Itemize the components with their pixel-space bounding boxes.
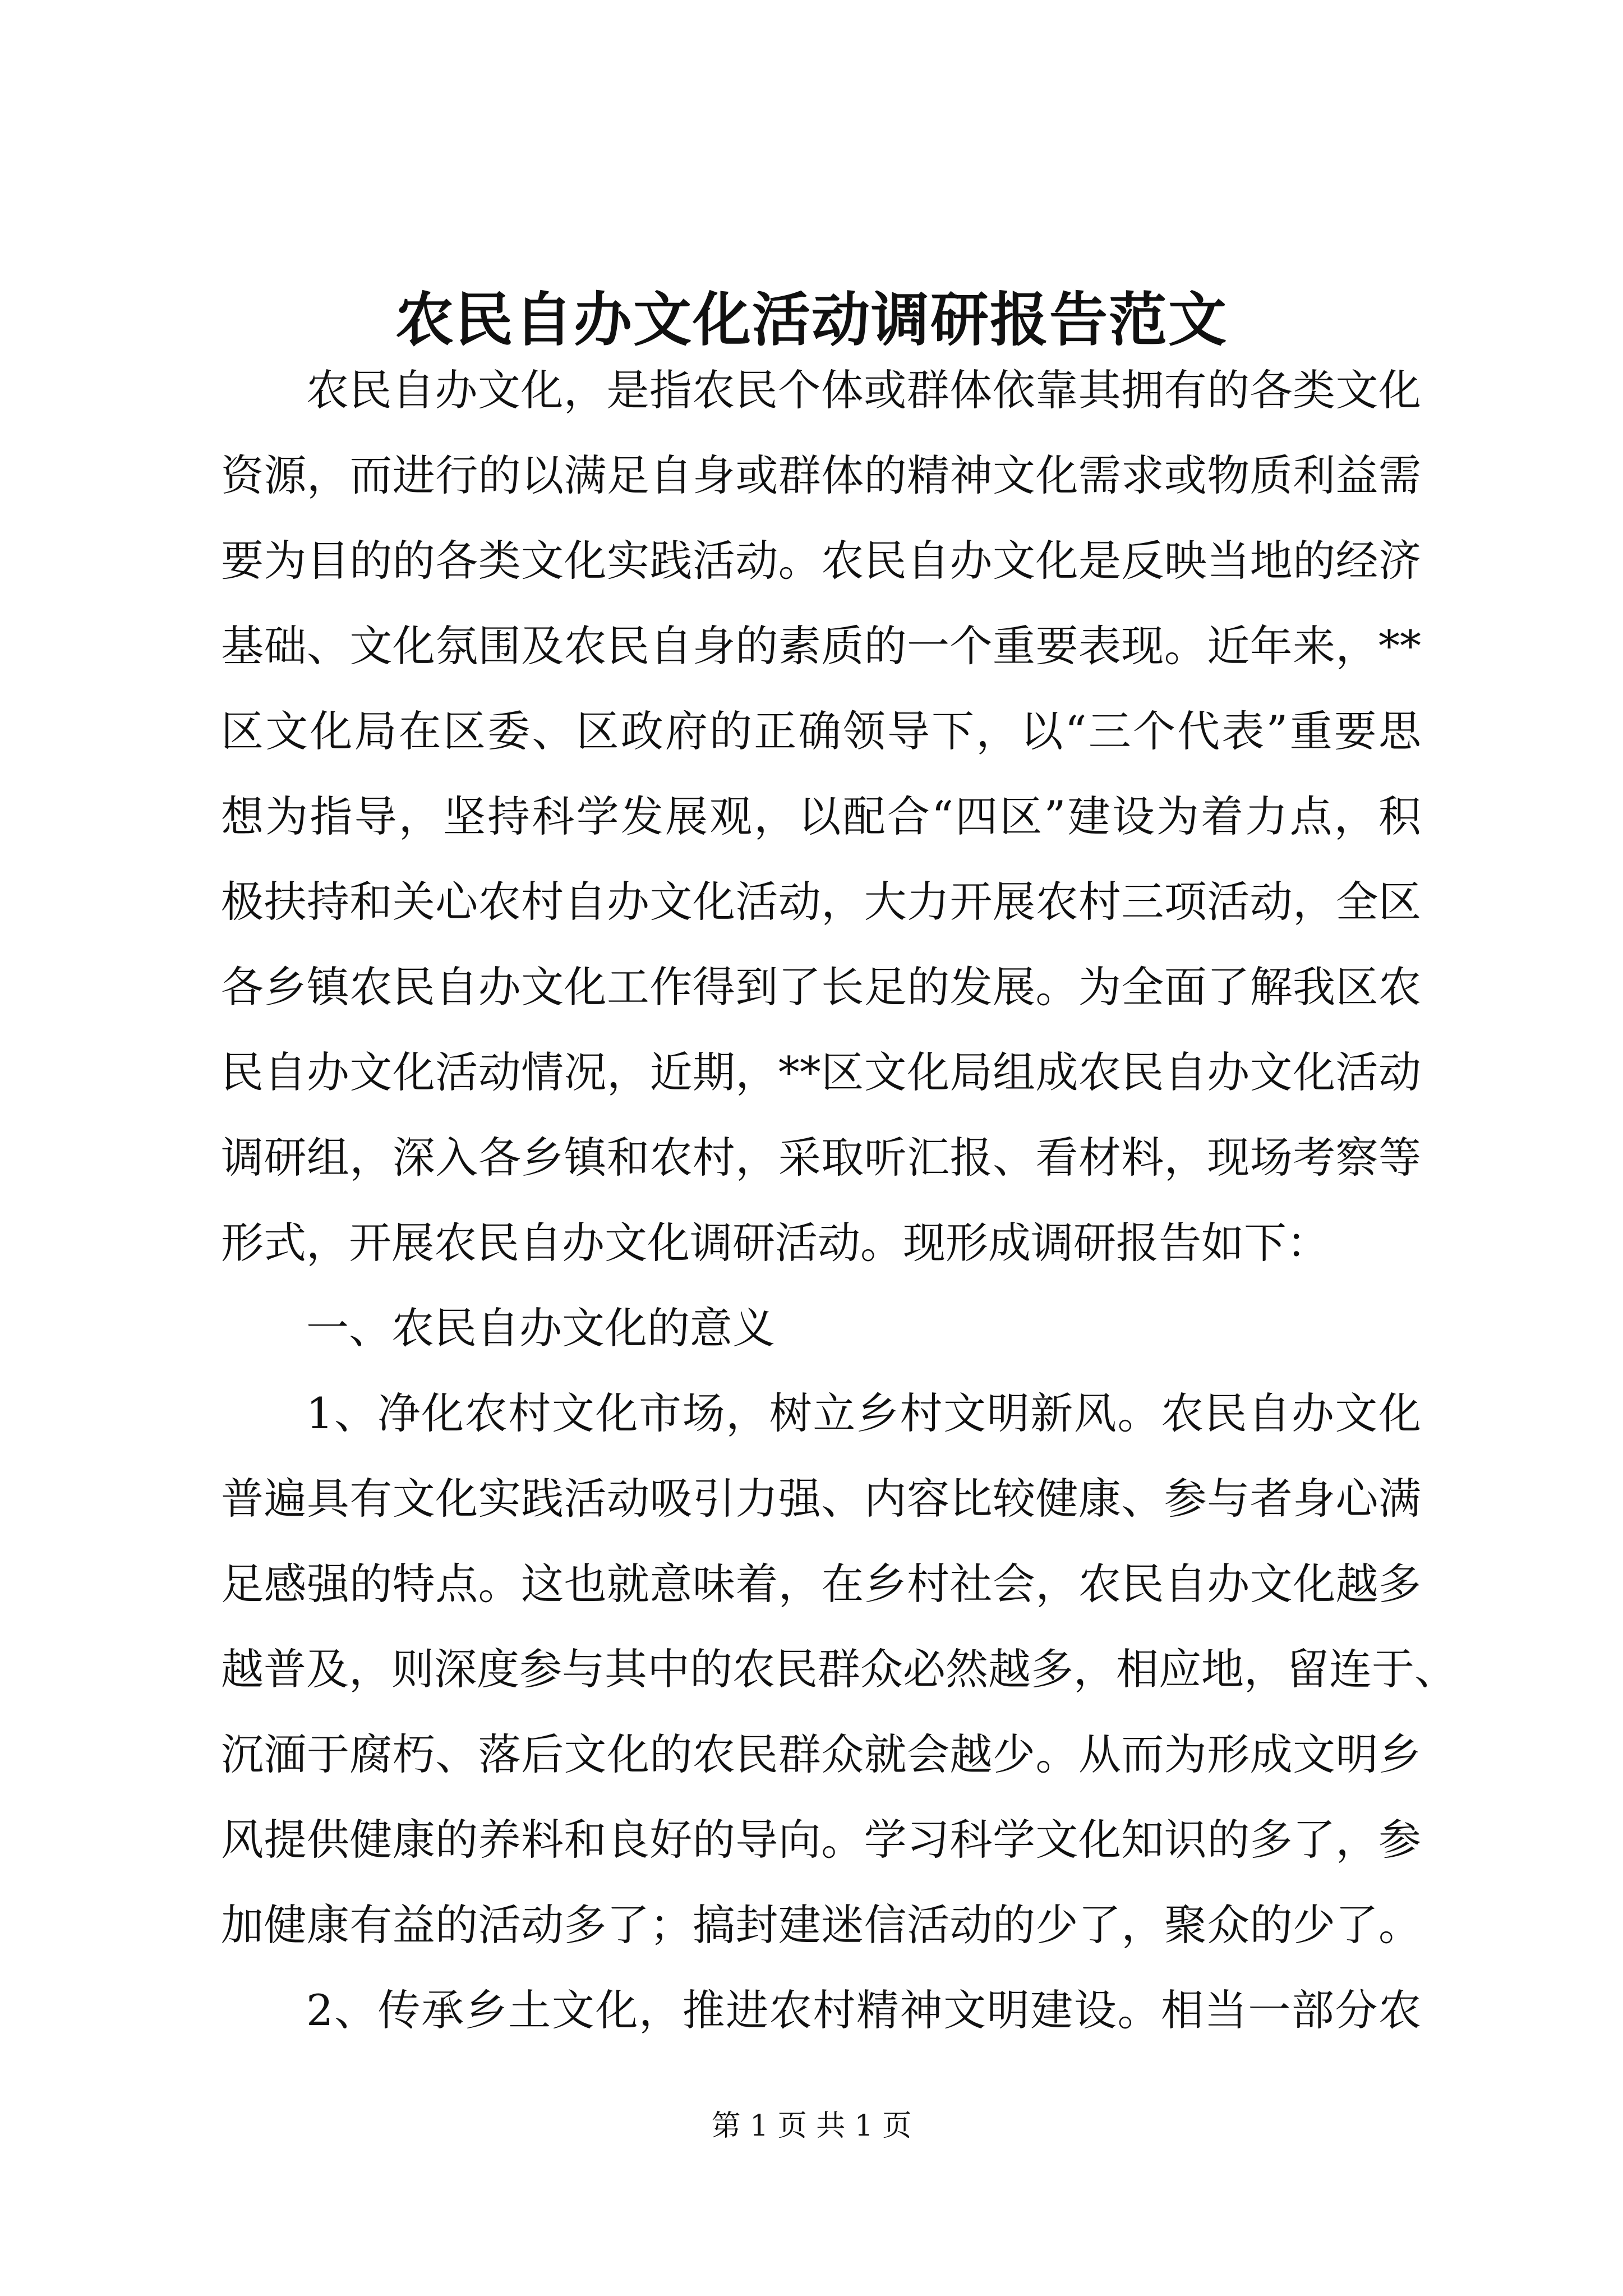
section-heading: 一、农民自办文化的意义 [306, 1303, 775, 1353]
paragraph-line: 足感强的特点。这也就意味着，在乡村社会，农民自办文化越多 [221, 1559, 1421, 1609]
paragraph-line: 1、净化农村文化市场，树立乡村文明新风。农民自办文化 [306, 1388, 1421, 1438]
paragraph-line: 普遍具有文化实践活动吸引力强、内容比较健康、参与者身心满 [221, 1474, 1421, 1524]
paragraph-line: 越普及，则深度参与其中的农民群众必然越多，相应地，留连于、 [221, 1644, 1457, 1694]
paragraph-line: 资源，而进行的以满足自身或群体的精神文化需求或物质利益需 [221, 450, 1421, 500]
paragraph-line: 基础、文化氛围及农民自身的素质的一个重要表现。近年来，** [221, 621, 1421, 671]
paragraph-line: 加健康有益的活动多了；搞封建迷信活动的少了，聚众的少了。 [221, 1900, 1421, 1950]
paragraph-line: 农民自办文化，是指农民个体或群体依靠其拥有的各类文化 [306, 365, 1421, 415]
document-title: 农民自办文化活动调研报告范文 [395, 285, 1228, 354]
paragraph-line: 想为指导，坚持科学发展观，以配合“四区”建设为着力点，积 [221, 792, 1421, 841]
document-body [221, 348, 1457, 2053]
paragraph-line: 风提供健康的养料和良好的导向。学习科学文化知识的多了，参 [221, 1815, 1421, 1865]
paragraph-line: 沉湎于腐朽、落后文化的农民群众就会越少。从而为形成文明乡 [221, 1729, 1421, 1779]
paragraph-line: 调研组，深入各乡镇和农村，采取听汇报、看材料，现场考察等 [221, 1133, 1421, 1182]
page-footer: 第 1 页 共 1 页 [711, 2109, 912, 2143]
paragraph-line: 民自办文化活动情况，近期，**区文化局组成农民自办文化活动 [221, 1047, 1421, 1097]
paragraph-line: 区文化局在区委、区政府的正确领导下，以“三个代表”重要思 [221, 706, 1421, 756]
paragraph-line: 要为目的的各类文化实践活动。农民自办文化是反映当地的经济 [221, 536, 1421, 586]
paragraph-line: 极扶持和关心农村自办文化活动，大力开展农村三项活动，全区 [221, 877, 1421, 927]
paragraph-line: 2、传承乡土文化，推进农村精神文明建设。相当一部分农 [306, 1985, 1421, 2035]
paragraph-line: 形式，开展农民自办文化调研活动。现形成调研报告如下： [221, 1218, 1329, 1268]
paragraph-line: 各乡镇农民自办文化工作得到了长足的发展。为全面了解我区农 [221, 962, 1421, 1012]
